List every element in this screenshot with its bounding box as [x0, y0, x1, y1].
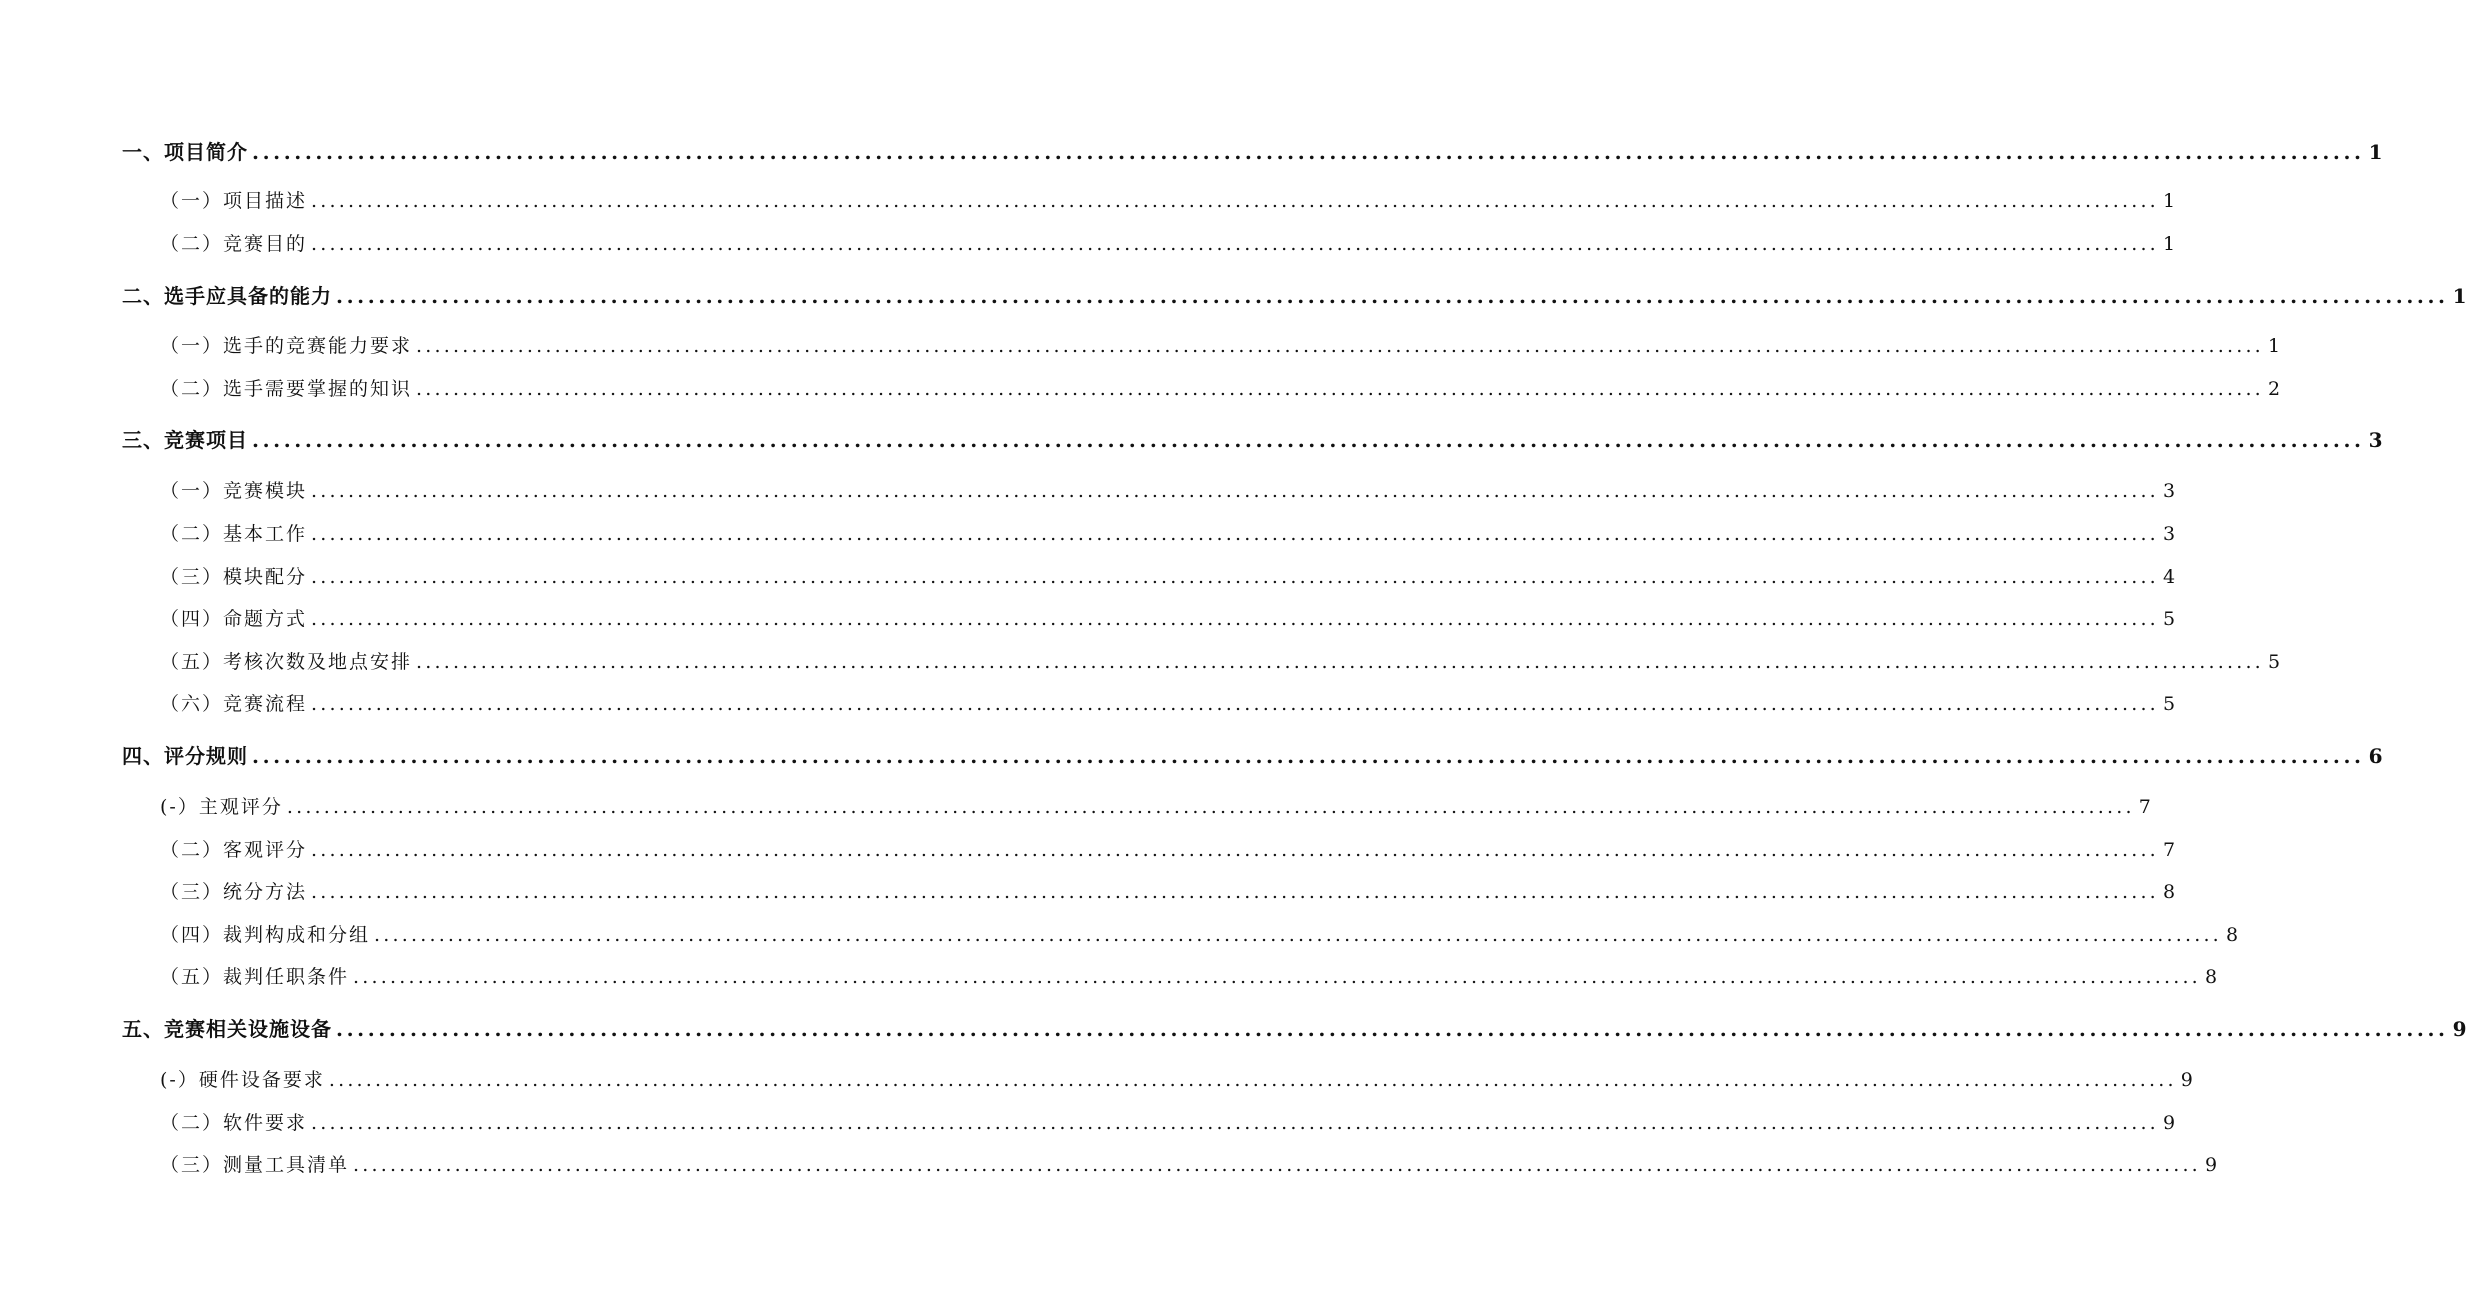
toc-entry-label: （四）命题方式 — [160, 608, 308, 630]
toc-page-number: 2 — [2267, 378, 2281, 400]
toc-page-number: 1 — [2368, 140, 2383, 164]
toc-leader-dots: ........................................................................................................................................................................................................ — [353, 1154, 2201, 1176]
toc-leader-dots: ........................................................................................................................................................................................................ — [416, 335, 2264, 357]
toc-entry-label: （三）模块配分 — [160, 566, 308, 588]
toc-page-number: 9 — [2162, 1112, 2176, 1134]
toc-entry-label: （一）项目描述 — [160, 190, 308, 212]
toc-leader-dots: ........................................................................................................................................................................................................ — [336, 1017, 2449, 1041]
toc-entry-label: （二）选手需要掌握的知识 — [160, 378, 413, 400]
toc-entry[interactable] — [160, 920, 2239, 950]
toc-page-number: 3 — [2368, 428, 2383, 452]
toc-entry[interactable] — [160, 476, 2176, 506]
toc-entry[interactable] — [160, 1108, 2176, 1138]
toc-entry[interactable] — [122, 137, 2383, 167]
toc-page-number: 8 — [2225, 924, 2239, 946]
toc-leader-dots: ........................................................................................................................................................................................................ — [311, 233, 2159, 255]
toc-leader-dots: ........................................................................................................................................................................................................ — [252, 744, 2365, 768]
toc-entry-label: (-）主观评分 — [160, 796, 283, 818]
toc-entry-label: （二）基本工作 — [160, 523, 308, 545]
toc-entry[interactable] — [160, 689, 2176, 719]
toc-page-number: 7 — [2138, 796, 2151, 818]
toc-entry-label: （三）统分方法 — [160, 881, 308, 903]
toc-page-number: 4 — [2162, 566, 2176, 588]
toc-entry[interactable] — [160, 604, 2176, 634]
toc-entry-label: （二）客观评分 — [160, 839, 308, 861]
toc-entry-label: 五、竞赛相关设施设备 — [122, 1017, 332, 1041]
toc-leader-dots: ........................................................................................................................................................................................................ — [416, 378, 2264, 400]
toc-leader-dots: ........................................................................................................................................................................................................ — [416, 651, 2264, 673]
toc-page-number: 3 — [2162, 523, 2176, 545]
toc-leader-dots: ........................................................................................................................................................................................................ — [252, 140, 2365, 164]
toc-leader-dots: ........................................................................................................................................................................................................ — [311, 1112, 2159, 1134]
toc-entry[interactable] — [160, 877, 2176, 907]
toc-page-number: 1 — [2162, 190, 2176, 212]
toc-page-number: 5 — [2267, 651, 2281, 673]
toc-leader-dots: ........................................................................................................................................................................................................ — [311, 480, 2159, 502]
toc-entry[interactable] — [160, 792, 2151, 822]
toc-leader-dots: ........................................................................................................................................................................................................ — [311, 839, 2159, 861]
toc-entry[interactable] — [160, 229, 2176, 259]
toc-entry-label: （五）裁判任职条件 — [160, 966, 350, 988]
toc-entry[interactable] — [122, 425, 2383, 455]
toc-entry[interactable] — [122, 1014, 2467, 1044]
toc-entry[interactable] — [160, 186, 2176, 216]
toc-leader-dots: ........................................................................................................................................................................................................ — [311, 881, 2159, 903]
toc-page-number: 8 — [2162, 881, 2176, 903]
toc-entry[interactable] — [122, 741, 2383, 771]
toc-entry[interactable] — [160, 1065, 2193, 1095]
toc-entry[interactable] — [160, 1150, 2218, 1180]
toc-entry-label: （一）竞赛模块 — [160, 480, 308, 502]
toc-page-number: 5 — [2162, 693, 2176, 715]
toc-entry[interactable] — [122, 281, 2467, 311]
toc-entry-label: （三）测量工具清单 — [160, 1154, 350, 1176]
toc-entry[interactable] — [160, 962, 2218, 992]
toc-page-number: 6 — [2368, 744, 2383, 768]
toc-page-number: 7 — [2162, 839, 2176, 861]
toc-leader-dots: ........................................................................................................................................................................................................ — [353, 966, 2201, 988]
toc-entry[interactable] — [160, 331, 2281, 361]
toc-leader-dots: ........................................................................................................................................................................................................ — [286, 796, 2135, 818]
toc-entry-label: 四、评分规则 — [122, 744, 248, 768]
toc-entry-label: （四）裁判构成和分组 — [160, 924, 371, 946]
toc-entry[interactable] — [160, 519, 2176, 549]
toc-leader-dots: ........................................................................................................................................................................................................ — [374, 924, 2222, 946]
toc-page-number: 9 — [2452, 1017, 2467, 1041]
toc-page-number: 1 — [2452, 284, 2467, 308]
toc-leader-dots: ........................................................................................................................................................................................................ — [311, 608, 2159, 630]
toc-page-number: 5 — [2162, 608, 2176, 630]
toc-entry-label: (-）硬件设备要求 — [160, 1069, 325, 1091]
toc-entry-label: 二、选手应具备的能力 — [122, 284, 332, 308]
toc-page-number: 9 — [2204, 1154, 2218, 1176]
toc-page-number: 8 — [2204, 966, 2218, 988]
toc-leader-dots: ........................................................................................................................................................................................................ — [311, 190, 2159, 212]
toc-entry-label: （二）软件要求 — [160, 1112, 308, 1134]
toc-leader-dots: ........................................................................................................................................................................................................ — [252, 428, 2365, 452]
toc-entry-label: （五）考核次数及地点安排 — [160, 651, 413, 673]
toc-entry-label: （六）竞赛流程 — [160, 693, 308, 715]
toc-leader-dots: ........................................................................................................................................................................................................ — [328, 1069, 2177, 1091]
toc-page-number: 9 — [2180, 1069, 2193, 1091]
toc-entry-label: （一）选手的竞赛能力要求 — [160, 335, 413, 357]
toc-entry-label: （二）竞赛目的 — [160, 233, 308, 255]
toc-page-number: 1 — [2267, 335, 2281, 357]
toc-entry[interactable] — [160, 647, 2281, 677]
toc-leader-dots: ........................................................................................................................................................................................................ — [311, 566, 2159, 588]
toc-page-number: 1 — [2162, 233, 2176, 255]
toc-leader-dots: ........................................................................................................................................................................................................ — [311, 693, 2159, 715]
toc-entry[interactable] — [160, 562, 2176, 592]
toc-entry[interactable] — [160, 374, 2281, 404]
toc-leader-dots: ........................................................................................................................................................................................................ — [311, 523, 2159, 545]
toc-entry[interactable] — [160, 835, 2176, 865]
toc-entry-label: 一、项目简介 — [122, 140, 248, 164]
toc-entry-label: 三、竞赛项目 — [122, 428, 248, 452]
toc-leader-dots: ........................................................................................................................................................................................................ — [336, 284, 2449, 308]
toc-page-number: 3 — [2162, 480, 2176, 502]
